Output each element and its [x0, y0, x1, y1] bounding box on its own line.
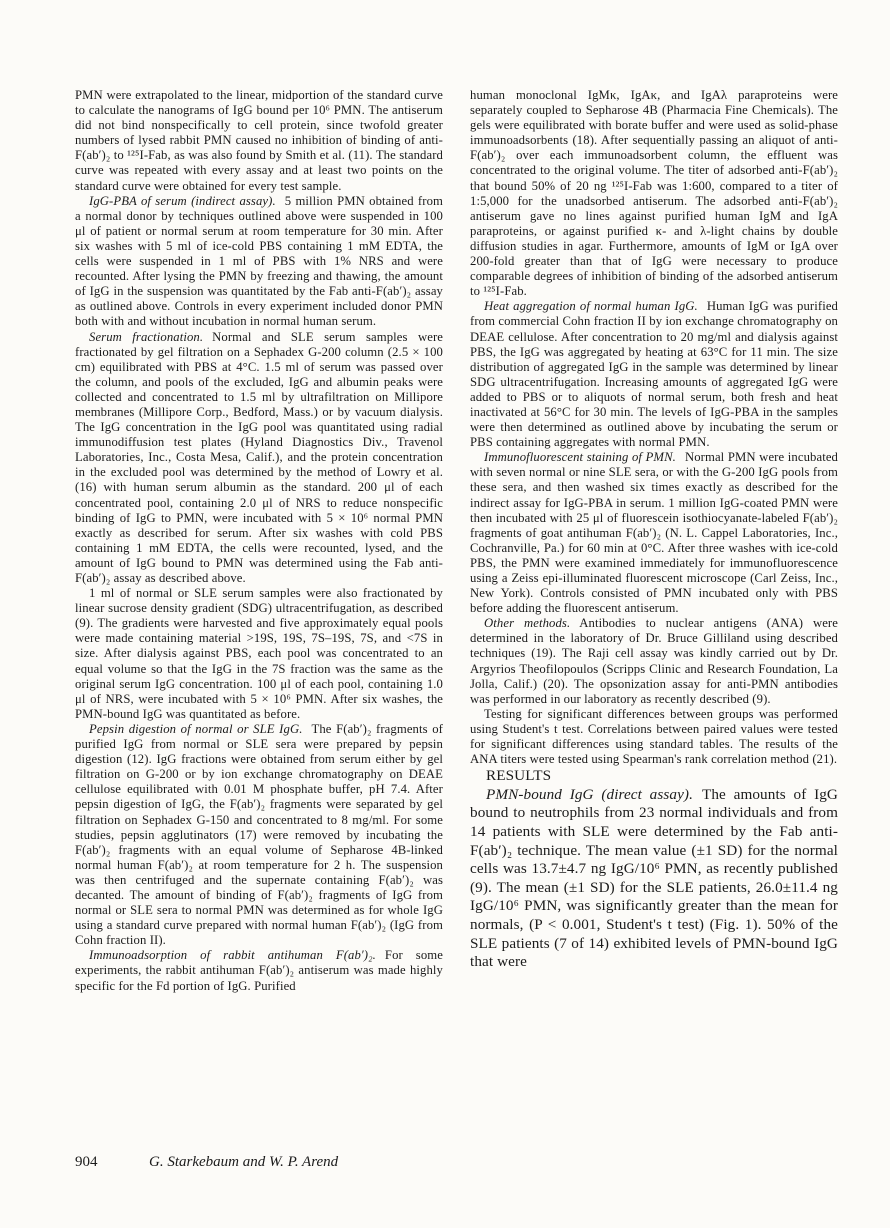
paragraph: [75, 586, 443, 722]
paragraph-text: human monoclonal IgMκ, IgAκ, and IgAλ paraproteins were separately coupled to Sepharose 4B (Pharmacia Fine Chemicals). The gels were equilibrated with borate buffer and were used as solid-phase immunoadsorbents (18). After sequentially passing an aliquot of anti-F(ab′)₂ over each immunoadsorbent column, the effluent was concentrated to the original volume. The titer of adsorbed anti-F(ab′)₂ that bound 50% of 20 ng ¹²⁵I-Fab was 1:600, compared to a titer of 1:5,000 for the unadsorbed antiserum. The adsorbed anti-F(ab′)₂ antiserum gave no lines against purified human IgM and IgA paraproteins, or against purified κ- and λ-light chains by double diffusion studies in agar. Furthermore, amounts of IgM or IgA over 200-fold greater than that of IgG were necessary to produce comparable degrees of inhibition of binding of the adsorbed antiserum to ¹²⁵I-Fab.: [470, 88, 838, 299]
paragraph: [470, 88, 838, 299]
section-lead: Heat aggregation of normal human IgG.: [484, 299, 698, 314]
section-lead: Serum fractionation.: [89, 329, 204, 344]
paragraph: [75, 948, 443, 993]
section-lead: Pepsin digestion of normal or SLE IgG.: [89, 721, 303, 736]
paragraph-text: PMN were extrapolated to the linear, midportion of the standard curve to calculate the nanograms of IgG bound per 10⁶ PMN. The antiserum did not bind nonspecifically to cell protein, since twofold greater numbers of lysed rabbit PMN caused no inhibition of binding of anti-F(ab′)₂ to ¹²⁵I-Fab, as was also found by Smith et al. (11). The standard curve was repeated with every assay and at least two points on the standard curve were obtained for every test sample.: [75, 88, 443, 193]
paragraph-text: Antibodies to nuclear antigens (ANA) were determined in the laboratory of Dr. Bruce Gilliland using described techniques (19). The Raji cell assay was kindly carried out by Dr. Argyrios Theofilopoulos (Scripps Clinic and Research Foundation, La Jolla, Calif.) (20). The opsonization assay for anti-PMN antibodies was performed in our laboratory as recently described (9).: [470, 616, 838, 706]
paragraph: [470, 450, 838, 616]
paragraph-text: 5 million PMN obtained from a normal donor by techniques outlined above were suspended in 100 μl of patient or normal serum at room temperature for 30 min. After six washes with 5 ml of ice-cold PBS containing 1 mM EDTA, the cells were suspended in 1 ml of PBS with 1% NRS and were recounted. After lysing the PMN by freezing and thawing, the amount of IgG in the suspension was quantitated by the Fab anti-F(ab′)₂ assay as outlined above. Controls in every experiment included donor PMN both with and without incubation in normal human serum.: [75, 193, 443, 329]
paragraph-text: The F(ab′)₂ fragments of purified IgG from normal or SLE sera were prepared by pepsin digestion (12). IgG fractions were obtained from serum either by gel filtration on G-200 or by ion exchange chromatography on DEAE cellulose equilibrated with 0.01 M phosphate buffer, pH 7.4. After pepsin digestion of IgG, the F(ab′)₂ fragments were separated by gel filtration on Sephadex G-150 and concentrated to 8 mg/ml. For some studies, pepsin agglutinators (17) were removed by incubating the F(ab′)₂ fragments with an equal volume of Sepharose 4B-linked normal human F(ab′)₂ at room temperature for 2 h. The suspension was then centrifuged and the supernate containing F(ab′)₂ was decanted. The amount of binding of F(ab′)₂ fragments of IgG from normal or SLE sera to normal PMN was determined as for whole IgG using a standard curve prepared with normal human F(ab′)₂ (IgG from Cohn fraction II).: [75, 721, 443, 948]
paragraph-text: Testing for significant differences between groups was performed using Student's t test. Correlations between paired values were tested for significant differences using standard tables. The results of the ANA titers were tested using Spearman's rank correlation method (21).: [470, 706, 838, 767]
paragraph-text: 1 ml of normal or SLE serum samples were also fractionated by linear sucrose density gradient (SDG) ultracentrifugation, as described (9). The gradients were harvested and five approximately equal pools were made containing material >19S, 19S, 7S–19S, 7S, and <7S in size. After dialysis against PBS, each pool was concentrated to an equal volume so that the IgG in the 7S fraction was the same as the original serum IgG concentration. 100 μl of each pool, containing 1.0 μl of NRS, were incubated with 5 × 10⁶ PMN. After six washes, the PMN-bound IgG was quantitated as before.: [75, 586, 443, 721]
section-lead: IgG-PBA of serum (indirect assay).: [89, 193, 276, 208]
page-number: 904: [75, 1154, 98, 1170]
paragraph: [75, 194, 443, 330]
results-section: [470, 767, 838, 972]
section-lead: Other methods.: [484, 616, 571, 631]
paragraph: [75, 722, 443, 948]
authors: G. Starkebaum and W. P. Arend: [149, 1154, 339, 1170]
results-heading: RESULTS: [486, 767, 552, 785]
page-footer: [75, 1153, 835, 1171]
paragraph-text: For some experiments, the rabbit antihuman F(ab′)₂ antiserum was made highly specific for the Fd portion of IgG. Purified: [75, 948, 443, 993]
paragraph-text: Normal and SLE serum samples were fractionated by gel filtration on a Sephadex G-200 column (2.5 × 100 cm) equilibrated with PBS at 4°C. 1.5 ml of serum was passed over the column, and pools of the excluded, IgG and albumin peaks were collected and concentrated to 1.5 ml by ultrafiltration on Millipore membranes (Millipore Corp., Bedford, Mass.) or by vacuum dialysis. The IgG concentration in the IgG pool was quantitated using radial immunodiffusion test plates (Hyland Diagnostics Div., Travenol Laboratories, Inc., Costa Mesa, Calif.), and the protein concentration in the excluded pool was determined by the method of Lowry et al. (16) with human serum albumin as the standard. 200 μl of each concentrated pool, containing 2.0 μl of NRS to reduce nonspecific binding of IgG to PMN, were incubated with 5 × 10⁶ normal PMN exactly as described for serum. After six washes with cold PBS containing 1 mM EDTA, the cells were recounted, lysed, and the amount of IgG bound to PMN was determined using the Fab anti-F(ab′)₂ assay as described above.: [75, 329, 443, 585]
paragraph: [470, 299, 838, 450]
right-column: [470, 88, 838, 972]
paragraph-text: Normal PMN were incubated with seven normal or nine SLE sera, or with the G-200 IgG pools from these sera, and then washed six times exactly as described for the indirect assay for IgG-PBA in serum. 1 million IgG-coated PMN were then incubated with 25 μl of fluorescein isothiocyanate-labeled F(ab′)₂ fragments of goat antihuman F(ab′)₂ (N. L. Cappel Laboratories, Inc., Cochranville, Pa.) for 60 min at 0°C. After three washes with ice-cold PBS, the PMN were examined immediately for immunofluorescence using a Zeiss epi-illuminated fluorescent microscope (Carl Zeiss, Inc., New York). Controls consisted of PMN incubated only with PBS before adding the fluorescent antiserum.: [470, 450, 838, 616]
paragraph: [470, 616, 838, 707]
section-lead: PMN-bound IgG (direct assay).: [486, 785, 693, 803]
paragraph-text: The amounts of IgG bound to neutrophils from 23 normal individuals and from 14 patients with SLE were determined by the Fab anti-F(ab′)₂ technique. The mean value (±1 SD) for the normal cells was 13.7±4.7 ng IgG/10⁶ PMN, as recently published (9). The mean (±1 SD) for the SLE patients, 26.0±11.4 ng IgG/10⁶ PMN, was significantly greater than the mean for normals, (P < 0.001, Student's t test) (Fig. 1). 50% of the SLE patients (7 of 14) exhibited levels of PMN-bound IgG that were: [470, 785, 838, 971]
section-lead: Immunoadsorption of rabbit antihuman F(ab′)₂.: [89, 948, 376, 963]
paragraph: [75, 88, 443, 194]
paragraph: [470, 707, 838, 767]
paragraph: [470, 786, 838, 972]
section-lead: Immunofluorescent staining of PMN.: [484, 450, 676, 465]
paragraph-text: Human IgG was purified from commercial Cohn fraction II by ion exchange chromatography on DEAE cellulose. After concentration to 20 mg/ml and dialysis against PBS, the IgG was aggregated by heating at 63°C for 11 min. The size distribution of aggregated IgG in the sample was determined by linear SDG ultracentrifugation. Increasing amounts of aggregated IgG were added to PBS or to aliquots of normal serum, both fresh and heat inactivated at 56°C for 30 min. The levels of IgG-PBA in the samples were then determined as outlined above by incubating the serum or PBS containing aggregates with normal PMN.: [470, 299, 838, 450]
paragraph: [75, 330, 443, 587]
left-column: [75, 88, 443, 994]
